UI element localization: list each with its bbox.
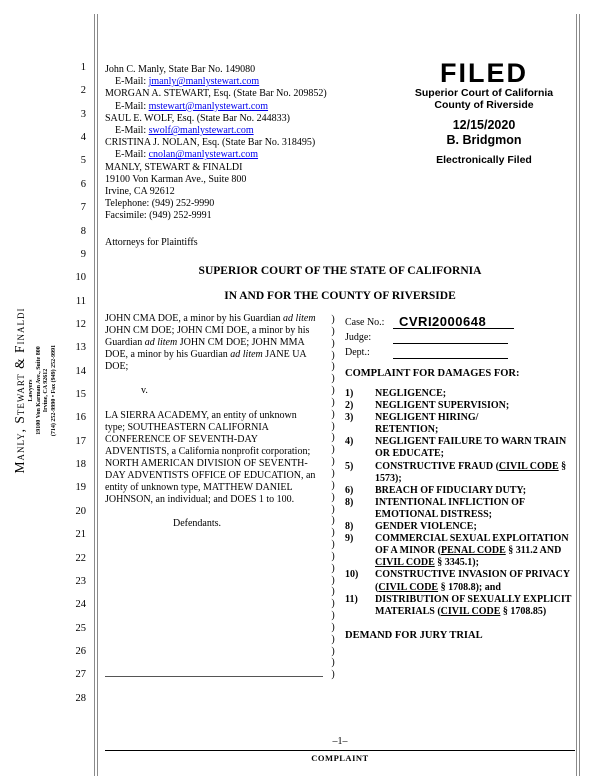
text-segment: § 1708.85) <box>500 605 547 617</box>
page-number: –1– <box>332 736 348 747</box>
attorney-line: MANLY, STEWART & FINALDI <box>105 161 243 173</box>
dept-row <box>345 345 575 359</box>
line-number: 14 <box>75 365 86 377</box>
firm-address: 19100 Von Karman Ave., Suite 800 <box>35 346 42 435</box>
filed-stamp-efiled: Electronically Filed <box>436 154 532 166</box>
filed-stamp-county: County of Riverside <box>434 99 534 111</box>
email-link[interactable]: cnolan@manlystewart.com <box>148 149 259 161</box>
text-segment: INTENTIONAL INFLICTION OF EMOTIONAL DISTRESS; <box>375 496 525 520</box>
attorney-line: Irvine, CA 92612 <box>105 186 175 198</box>
line-number: 1 <box>80 62 86 73</box>
cause-number: 6) <box>345 484 354 496</box>
line-number: 8 <box>80 225 86 237</box>
cause-of-action-row <box>345 436 575 460</box>
right-double-rule <box>576 14 580 776</box>
attorney-line: 19100 Von Karman Ave., Suite 800 <box>105 173 247 185</box>
cause-text <box>375 436 573 460</box>
text-segment: ad litem <box>230 349 263 361</box>
line-number: 25 <box>75 622 86 634</box>
text-segment: § 1573); <box>375 460 567 484</box>
text-segment: RETENTION; <box>375 424 439 436</box>
text-segment: BREACH OF FIDUCIARY DUTY; <box>375 484 527 496</box>
cause-number: 11) <box>345 593 358 605</box>
attorney-line: Facsimile: (949) 252-9991 <box>105 210 212 222</box>
law-firm-sidebar <box>12 293 58 488</box>
text-segment: CONSTRUCTIVE FRAUD ( <box>375 460 499 472</box>
line-number: 21 <box>75 529 86 541</box>
case-number-label: Case No.: <box>345 317 385 328</box>
cause-text <box>375 461 573 485</box>
caption-paren: ) <box>331 645 335 657</box>
attorney-line: Telephone: (949) 252-9990 <box>105 198 215 210</box>
caption-paren: ) <box>331 479 335 491</box>
cause-of-action-row <box>345 461 575 485</box>
line-number: 12 <box>75 318 86 330</box>
cause-number: 9) <box>345 533 354 545</box>
cause-of-action-row <box>345 485 575 497</box>
line-number: 10 <box>75 272 86 284</box>
caption-paren: ) <box>331 610 335 622</box>
email-link[interactable]: mstewart@manlystewart.com <box>148 100 269 112</box>
attorney-line: MORGAN A. STEWART, Esq. (State Bar No. 209852) <box>105 88 327 100</box>
caption-paren: ) <box>331 586 335 598</box>
attorney-line: SAUL E. WOLF, Esq. (State Bar No. 244833) <box>105 112 291 124</box>
cause-number: 4) <box>345 436 354 448</box>
caption-paren: ) <box>331 432 335 444</box>
cause-text <box>375 594 573 618</box>
caption-paren: ) <box>331 550 335 562</box>
caption-paren: ) <box>331 527 335 539</box>
cause-of-action-row <box>345 412 575 436</box>
text-segment: PENAL CODE <box>441 545 506 557</box>
firm-city: Irvine, CA 92612 <box>43 368 49 413</box>
attorneys-for-label: Attorneys for Plaintiffs <box>105 236 198 248</box>
caption-paren: ) <box>331 314 335 325</box>
line-number: 17 <box>75 435 86 447</box>
page-content <box>105 0 575 776</box>
defendants-text <box>105 410 317 507</box>
text-segment: CIVIL CODE <box>375 557 435 569</box>
line-number: 7 <box>80 202 86 214</box>
left-double-rule <box>94 14 98 776</box>
cause-of-action-row <box>345 521 575 533</box>
case-info-column <box>345 315 575 641</box>
filed-stamp <box>393 60 575 166</box>
judge-row <box>345 330 575 344</box>
line-number: 20 <box>75 505 86 517</box>
text-segment: COMMERCIAL SEXUAL EXPLOITATION OF A MINOR ( <box>375 533 569 557</box>
text-segment: JOHN CM DOE; JOHN MMA DOE, a minor by his Guardian <box>105 337 305 361</box>
filed-stamp-court: Superior Court of California <box>414 87 554 99</box>
cause-number: 1) <box>345 388 354 399</box>
cause-text <box>375 533 573 569</box>
caption-paren: ) <box>331 408 335 420</box>
caption-paren: ) <box>331 385 335 397</box>
text-segment: NEGLIGENT FAILURE TO WARN TRAIN OR EDUCATE; <box>375 436 567 460</box>
plaintiffs-text <box>105 313 317 373</box>
caption-paren: ) <box>331 574 335 586</box>
caption-paren: ) <box>331 337 335 349</box>
email-prefix: E-Mail: <box>115 149 149 161</box>
caption-paren: ) <box>331 669 335 681</box>
case-number-row <box>345 315 575 329</box>
line-number: 23 <box>75 575 86 587</box>
dept-blank-line <box>393 345 508 359</box>
judge-label: Judge: <box>345 332 372 343</box>
defendants-label: Defendants. <box>173 518 222 530</box>
line-number: 2 <box>80 85 86 97</box>
line-number: 27 <box>75 669 86 681</box>
judge-blank-line <box>393 330 508 344</box>
caption-bottom-line <box>105 676 323 677</box>
line-number: 5 <box>80 155 86 167</box>
line-number: 9 <box>80 248 86 260</box>
cause-of-action-row <box>345 497 575 521</box>
caption-paren: ) <box>331 633 335 645</box>
filed-stamp-title: FILED <box>440 58 528 88</box>
line-number: 6 <box>80 178 86 190</box>
caption-paren: ) <box>331 657 335 669</box>
firm-phone-fax: (714) 252-9990 • Fax (949) 252-9991 <box>50 344 57 437</box>
cause-text <box>375 388 573 400</box>
email-link[interactable]: jmanly@manlystewart.com <box>148 76 260 88</box>
versus-label: v. <box>141 385 148 397</box>
text-segment: NEGLIGENT HIRING/ <box>375 412 479 424</box>
attorney-line: CRISTINA J. NOLAN, Esq. (State Bar No. 318495) <box>105 137 316 149</box>
footer-rule <box>105 750 575 751</box>
cause-text <box>375 521 573 533</box>
cause-text <box>375 485 573 497</box>
filed-stamp-date: 12/15/2020 <box>452 118 516 132</box>
line-number: 26 <box>75 645 86 657</box>
cause-of-action-row <box>345 400 575 412</box>
text-segment: CIVIL CODE <box>498 460 559 472</box>
attorney-lines <box>105 64 393 223</box>
line-number: 13 <box>75 342 86 354</box>
attorney-line <box>105 149 393 161</box>
cause-text <box>375 412 573 436</box>
line-number-column <box>56 61 86 715</box>
line-number: 18 <box>75 459 86 471</box>
text-segment: CIVIL CODE <box>378 581 439 593</box>
caption-paren: ) <box>331 491 335 503</box>
cause-number: 10) <box>345 569 359 581</box>
cause-of-action-row <box>345 388 575 400</box>
caption-paren: ) <box>331 373 335 385</box>
email-prefix: E-Mail: <box>115 100 149 112</box>
cause-of-action-row <box>345 594 575 618</box>
line-number: 16 <box>75 412 86 424</box>
email-prefix: E-Mail: <box>115 76 149 88</box>
text-segment: JOHN CM DOE; JOHN CMI DOE, a minor by his Guardian <box>105 325 310 349</box>
line-number: 19 <box>75 482 86 494</box>
county-heading: IN AND FOR THE COUNTY OF RIVERSIDE <box>224 290 456 302</box>
caption-paren: ) <box>331 325 335 337</box>
case-number-value: CVRI2000648 <box>393 315 514 329</box>
firm-name: Manly, Stewart & Finaldi <box>12 307 27 474</box>
caption-paren: ) <box>331 444 335 456</box>
cause-text <box>375 400 573 412</box>
dept-label: Dept.: <box>345 347 370 358</box>
case-caption <box>105 313 575 685</box>
attorney-block <box>105 64 393 249</box>
cause-text <box>375 569 573 593</box>
text-segment: CONSTRUCTIVE INVASION OF PRIVACY ( <box>375 569 570 593</box>
plaintiffs-column <box>105 313 317 530</box>
attorney-line: John C. Manly, State Bar No. 149080 <box>105 64 256 75</box>
cause-of-action-row <box>345 569 575 593</box>
cause-number: 5) <box>345 460 354 472</box>
text-segment: CIVIL CODE <box>440 605 501 617</box>
attorney-line <box>105 125 393 137</box>
cause-number: 8) <box>345 496 354 508</box>
text-segment: LA SIERRA ACADEMY, an entity of unknown type; SOUTHEASTERN CALIFORNIA CONFERENCE OF SEVENTH-DAY ADVENTISTS, a California nonprofit corporation; NORTH AMERICAN DIVISION OF SEVENTH-DAY ADVENTISTS OFFICE OF EDUCATION, an entity of unknown type, MATTHEW DANIEL JOHNSON, an individual; and DOES 1 to 100. <box>105 409 316 506</box>
text-segment: § 311.2 AND <box>505 545 562 557</box>
text-segment: ad litem <box>283 313 316 324</box>
cause-of-action-row <box>345 533 575 569</box>
text-segment: GENDER VIOLENCE; <box>375 521 477 533</box>
text-segment: § 1708.8); and <box>438 581 501 593</box>
attorney-line <box>105 76 393 88</box>
complaint-title: COMPLAINT FOR DAMAGES FOR: <box>345 368 520 379</box>
caption-paren: ) <box>331 467 335 479</box>
firm-subtitle: Lawyers <box>28 379 34 402</box>
line-number: 11 <box>75 295 86 307</box>
causes-of-action-list <box>345 388 575 618</box>
court-heading: SUPERIOR COURT OF THE STATE OF CALIFORNIA <box>198 265 482 277</box>
footer-title: COMPLAINT <box>311 753 369 763</box>
cause-number: 2) <box>345 400 354 412</box>
line-number: 24 <box>75 599 86 611</box>
line-number: 3 <box>80 108 86 120</box>
cause-number: 8) <box>345 521 354 533</box>
caption-paren-column <box>328 314 338 681</box>
email-link[interactable]: swolf@manlystewart.com <box>148 125 254 137</box>
caption-paren: ) <box>331 420 335 432</box>
caption-paren: ) <box>331 621 335 633</box>
cause-number: 3) <box>345 412 354 424</box>
email-prefix: E-Mail: <box>115 125 149 137</box>
caption-paren: ) <box>331 456 335 468</box>
text-segment: NEGLIGENCE; <box>375 388 447 399</box>
attorney-line <box>105 101 393 113</box>
line-number: 4 <box>80 132 86 144</box>
caption-paren: ) <box>331 515 335 527</box>
text-segment: DISTRIBUTION OF SEXUALLY EXPLICIT MATERIALS ( <box>375 593 572 617</box>
text-segment: JOHN CMA DOE, a minor by his Guardian <box>105 313 284 324</box>
caption-paren: ) <box>331 503 335 515</box>
text-segment: JANE UA DOE; <box>105 349 307 373</box>
line-number: 22 <box>75 552 86 564</box>
filed-stamp-clerk: B. Bridgmon <box>446 133 522 147</box>
caption-paren: ) <box>331 598 335 610</box>
line-number: 15 <box>75 389 86 401</box>
caption-paren: ) <box>331 562 335 574</box>
text-segment: NEGLIGENT SUPERVISION; <box>375 400 510 412</box>
caption-paren: ) <box>331 539 335 551</box>
caption-paren: ) <box>331 349 335 361</box>
caption-paren: ) <box>331 396 335 408</box>
jury-demand: DEMAND FOR JURY TRIAL <box>345 629 483 641</box>
cause-text <box>375 497 573 521</box>
text-segment: ad litem <box>144 337 178 349</box>
line-number: 28 <box>75 692 86 704</box>
caption-paren: ) <box>331 361 335 373</box>
text-segment: § 3345.1); <box>434 557 479 569</box>
